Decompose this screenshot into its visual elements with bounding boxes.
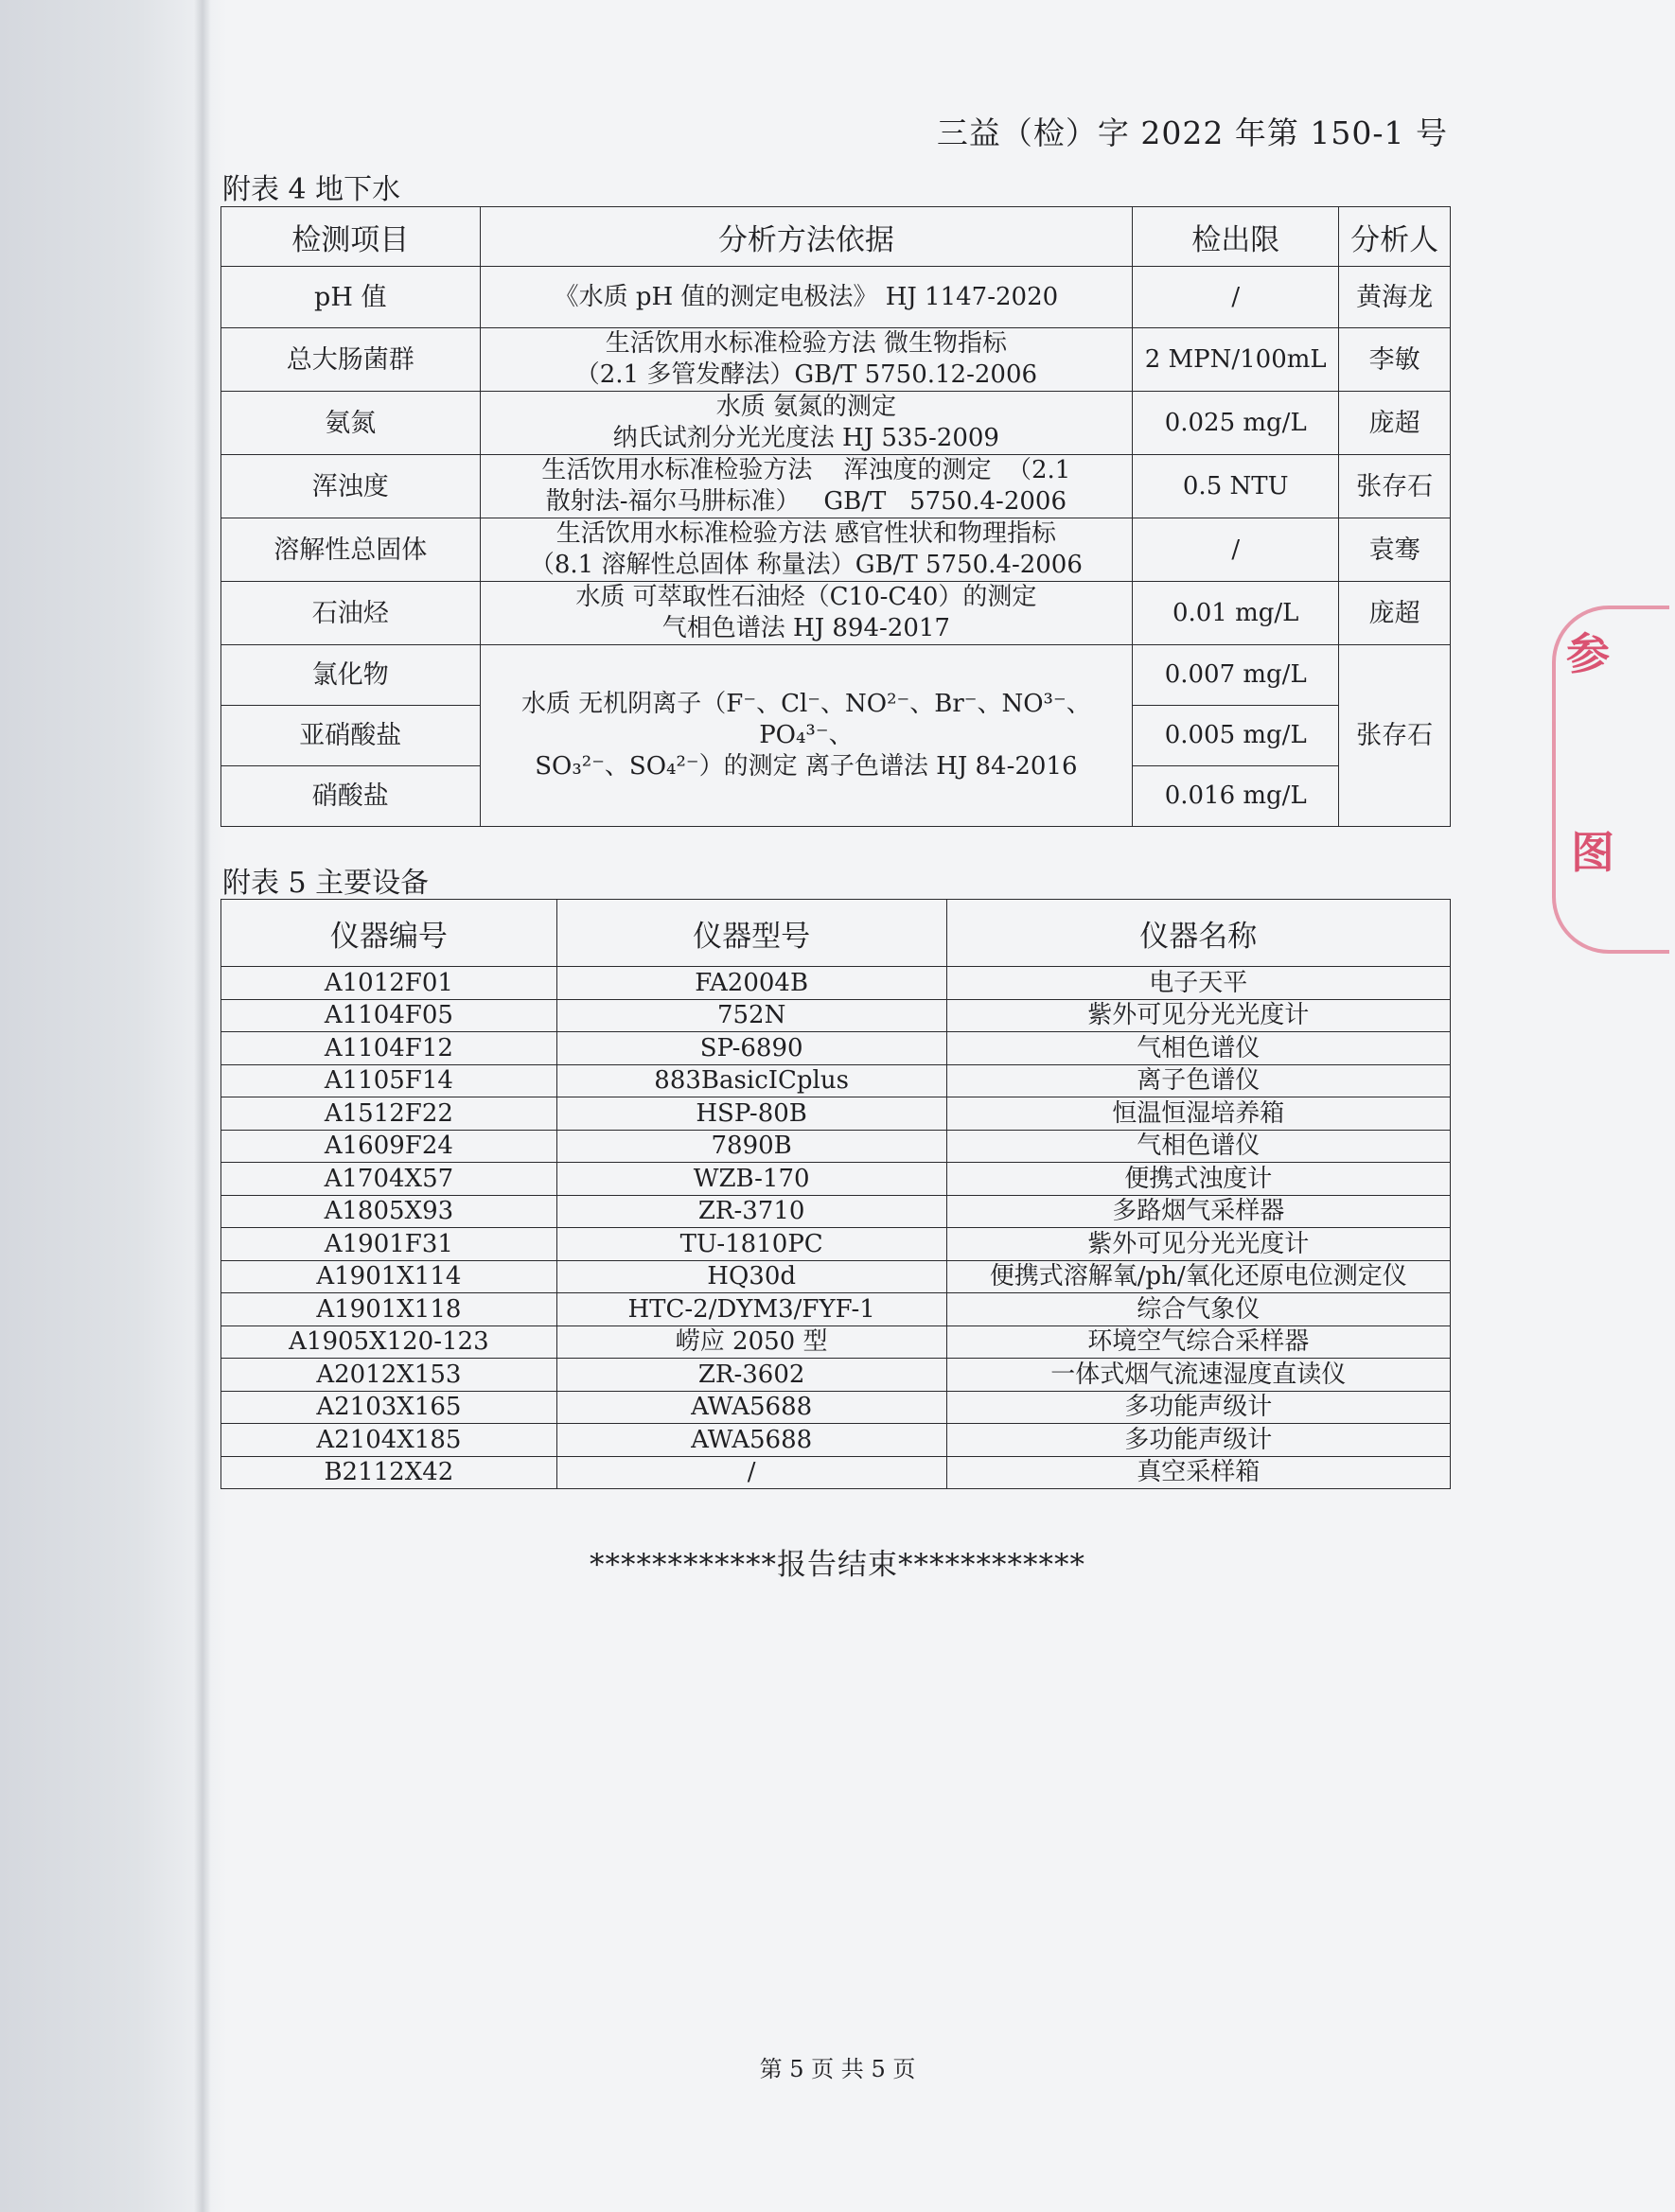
instrument-name: 电子天平 (946, 967, 1450, 1000)
method-cell (480, 518, 1133, 582)
method-cell (480, 455, 1133, 518)
column-header: 仪器型号 (556, 900, 946, 967)
instrument-id: A1805X93 (221, 1195, 557, 1228)
test-item: 总大肠菌群 (221, 328, 481, 392)
instrument-name: 综合气象仪 (946, 1293, 1450, 1326)
page-crease (194, 0, 211, 2212)
instrument-id: A1901F31 (221, 1228, 557, 1261)
instrument-name: 便携式溶解氧/ph/氧化还原电位测定仪 (946, 1260, 1450, 1293)
table-header-row (221, 207, 1451, 267)
instrument-id: A2103X165 (221, 1391, 557, 1424)
analyst: 黄海龙 (1339, 267, 1451, 328)
report-number: 三益（检）字 2022 年第 150-1 号 (936, 114, 1448, 151)
table-row (221, 1391, 1451, 1424)
instrument-name: 恒温恒湿培养箱 (946, 1097, 1450, 1131)
column-header: 分析方法依据 (480, 207, 1133, 267)
method-line: （2.1 多管发酵法）GB/T 5750.12-2006 (574, 360, 1038, 389)
instrument-name: 紫外可见分光光度计 (946, 1228, 1450, 1261)
table-row (221, 645, 1451, 706)
groundwater-methods-table (220, 206, 1451, 827)
detection-limit: 0.016 mg/L (1133, 766, 1339, 827)
report-end-marker: ************报告结束************ (590, 1548, 1085, 1582)
column-header: 检测项目 (221, 207, 481, 267)
table-row (221, 1130, 1451, 1163)
instrument-id: A2012X153 (221, 1359, 557, 1392)
instrument-name: 气相色谱仪 (946, 1032, 1450, 1065)
method-line: 生活饮用水标准检验方法 感官性状和物理指标 (555, 519, 1057, 548)
method-line: 水质 无机阴离子（F⁻、Cl⁻、NO²⁻、Br⁻、NO³⁻、PO₄³⁻、 (521, 690, 1091, 749)
instrument-model: AWA5688 (556, 1424, 946, 1457)
test-item: 石油烃 (221, 582, 481, 645)
detection-limit: 0.01 mg/L (1133, 582, 1339, 645)
instrument-name: 环境空气综合采样器 (946, 1325, 1450, 1359)
analyst: 袁骞 (1339, 518, 1451, 582)
test-item: 硝酸盐 (221, 766, 481, 827)
equipment-table (220, 899, 1451, 1489)
instrument-model: ZR-3602 (556, 1359, 946, 1392)
instrument-id: A1901X114 (221, 1260, 557, 1293)
instrument-model: TU-1810PC (556, 1228, 946, 1261)
column-header: 仪器编号 (221, 900, 557, 967)
method-line: 散射法-福尔马肼标准） GB/T 5750.4-2006 (545, 487, 1067, 516)
table-row (221, 518, 1451, 582)
detection-limit: 0.005 mg/L (1133, 706, 1339, 766)
table-row (221, 999, 1451, 1032)
table-row (221, 455, 1451, 518)
instrument-id: A1012F01 (221, 967, 557, 1000)
test-item: 亚硝酸盐 (221, 706, 481, 766)
seal-stamp-fragment: 参 (1566, 628, 1610, 679)
detection-limit: 0.5 NTU (1133, 455, 1339, 518)
test-item: 氨氮 (221, 392, 481, 455)
method-line: 气相色谱法 HJ 894-2017 (661, 614, 950, 642)
detection-limit: 0.007 mg/L (1133, 645, 1339, 706)
analyst: 庞超 (1339, 392, 1451, 455)
detection-limit: 2 MPN/100mL (1133, 328, 1339, 392)
method-line: 水质 氨氮的测定 (715, 393, 897, 421)
table-header-row (221, 900, 1451, 967)
instrument-id: A2104X185 (221, 1424, 557, 1457)
instrument-model: HTC-2/DYM3/FYF-1 (556, 1293, 946, 1326)
instrument-id: B2112X42 (221, 1456, 557, 1489)
instrument-model: HSP-80B (556, 1097, 946, 1131)
table-row (221, 1163, 1451, 1196)
analyst: 张存石 (1339, 455, 1451, 518)
test-item: 氯化物 (221, 645, 481, 706)
column-header: 检出限 (1133, 207, 1339, 267)
table-row (221, 328, 1451, 392)
table-row (221, 1195, 1451, 1228)
analyst: 张存石 (1339, 645, 1451, 827)
instrument-id: A1905X120-123 (221, 1325, 557, 1359)
test-item: 溶解性总固体 (221, 518, 481, 582)
method-line: SO₃²⁻、SO₄²⁻）的测定 离子色谱法 HJ 84-2016 (535, 752, 1078, 781)
method-line: 纳氏试剂分光光度法 HJ 535-2009 (612, 424, 999, 452)
table-row (221, 1424, 1451, 1457)
table-row (221, 267, 1451, 328)
instrument-id: A1105F14 (221, 1064, 557, 1097)
instrument-name: 便携式浊度计 (946, 1163, 1450, 1196)
method-line: （8.1 溶解性总固体 称量法）GB/T 5750.4-2006 (529, 551, 1083, 579)
page-number: 第 5 页 共 5 页 (759, 2056, 916, 2082)
table-row (221, 1032, 1451, 1065)
analyst: 李敏 (1339, 328, 1451, 392)
instrument-name: 多路烟气采样器 (946, 1195, 1450, 1228)
table-row (221, 1325, 1451, 1359)
table-row (221, 1359, 1451, 1392)
instrument-id: A1609F24 (221, 1130, 557, 1163)
table-row (221, 392, 1451, 455)
instrument-model: FA2004B (556, 967, 946, 1000)
table-row (221, 582, 1451, 645)
instrument-model: WZB-170 (556, 1163, 946, 1196)
instrument-name: 真空采样箱 (946, 1456, 1450, 1489)
column-header: 分析人 (1339, 207, 1451, 267)
instrument-id: A1512F22 (221, 1097, 557, 1131)
instrument-id: A1704X57 (221, 1163, 557, 1196)
method-cell (480, 645, 1133, 827)
seal-stamp-fragment: 图 (1571, 827, 1614, 878)
instrument-id: A1901X118 (221, 1293, 557, 1326)
instrument-model: 752N (556, 999, 946, 1032)
analyst: 庞超 (1339, 582, 1451, 645)
instrument-model: 883BasicICplus (556, 1064, 946, 1097)
instrument-model: 崂应 2050 型 (556, 1325, 946, 1359)
instrument-name: 离子色谱仪 (946, 1064, 1450, 1097)
table-row (221, 1064, 1451, 1097)
instrument-model: / (556, 1456, 946, 1489)
page-fold-shadow (0, 0, 227, 2212)
method-cell (480, 392, 1133, 455)
instrument-model: ZR-3710 (556, 1195, 946, 1228)
method-line: 水质 可萃取性石油烃（C10-C40）的测定 (575, 583, 1037, 611)
instrument-name: 气相色谱仪 (946, 1130, 1450, 1163)
column-header: 仪器名称 (946, 900, 1450, 967)
table5-caption: 附表 5 主要设备 (222, 867, 430, 900)
method-line: 生活饮用水标准检验方法 浑浊度的测定 （2.1 (541, 456, 1071, 484)
detection-limit: / (1133, 267, 1339, 328)
table-row (221, 1293, 1451, 1326)
instrument-model: AWA5688 (556, 1391, 946, 1424)
detection-limit: 0.025 mg/L (1133, 392, 1339, 455)
detection-limit: / (1133, 518, 1339, 582)
instrument-model: SP-6890 (556, 1032, 946, 1065)
method-cell (480, 328, 1133, 392)
table-row (221, 967, 1451, 1000)
method-cell (480, 582, 1133, 645)
table-row (221, 1456, 1451, 1489)
instrument-model: 7890B (556, 1130, 946, 1163)
instrument-model: HQ30d (556, 1260, 946, 1293)
instrument-name: 多功能声级计 (946, 1424, 1450, 1457)
instrument-name: 紫外可见分光光度计 (946, 999, 1450, 1032)
table-row (221, 1228, 1451, 1261)
instrument-name: 多功能声级计 (946, 1391, 1450, 1424)
test-item: pH 值 (221, 267, 481, 328)
table4-caption: 附表 4 地下水 (222, 173, 401, 206)
method-cell (480, 267, 1133, 328)
method-line: 《水质 pH 值的测定电极法》 HJ 1147-2020 (554, 282, 1059, 311)
method-line: 生活饮用水标准检验方法 微生物指标 (605, 329, 1008, 358)
instrument-id: A1104F12 (221, 1032, 557, 1065)
instrument-name: 一体式烟气流速湿度直读仪 (946, 1359, 1450, 1392)
test-item: 浑浊度 (221, 455, 481, 518)
instrument-id: A1104F05 (221, 999, 557, 1032)
table-row (221, 1260, 1451, 1293)
table-row (221, 1097, 1451, 1131)
